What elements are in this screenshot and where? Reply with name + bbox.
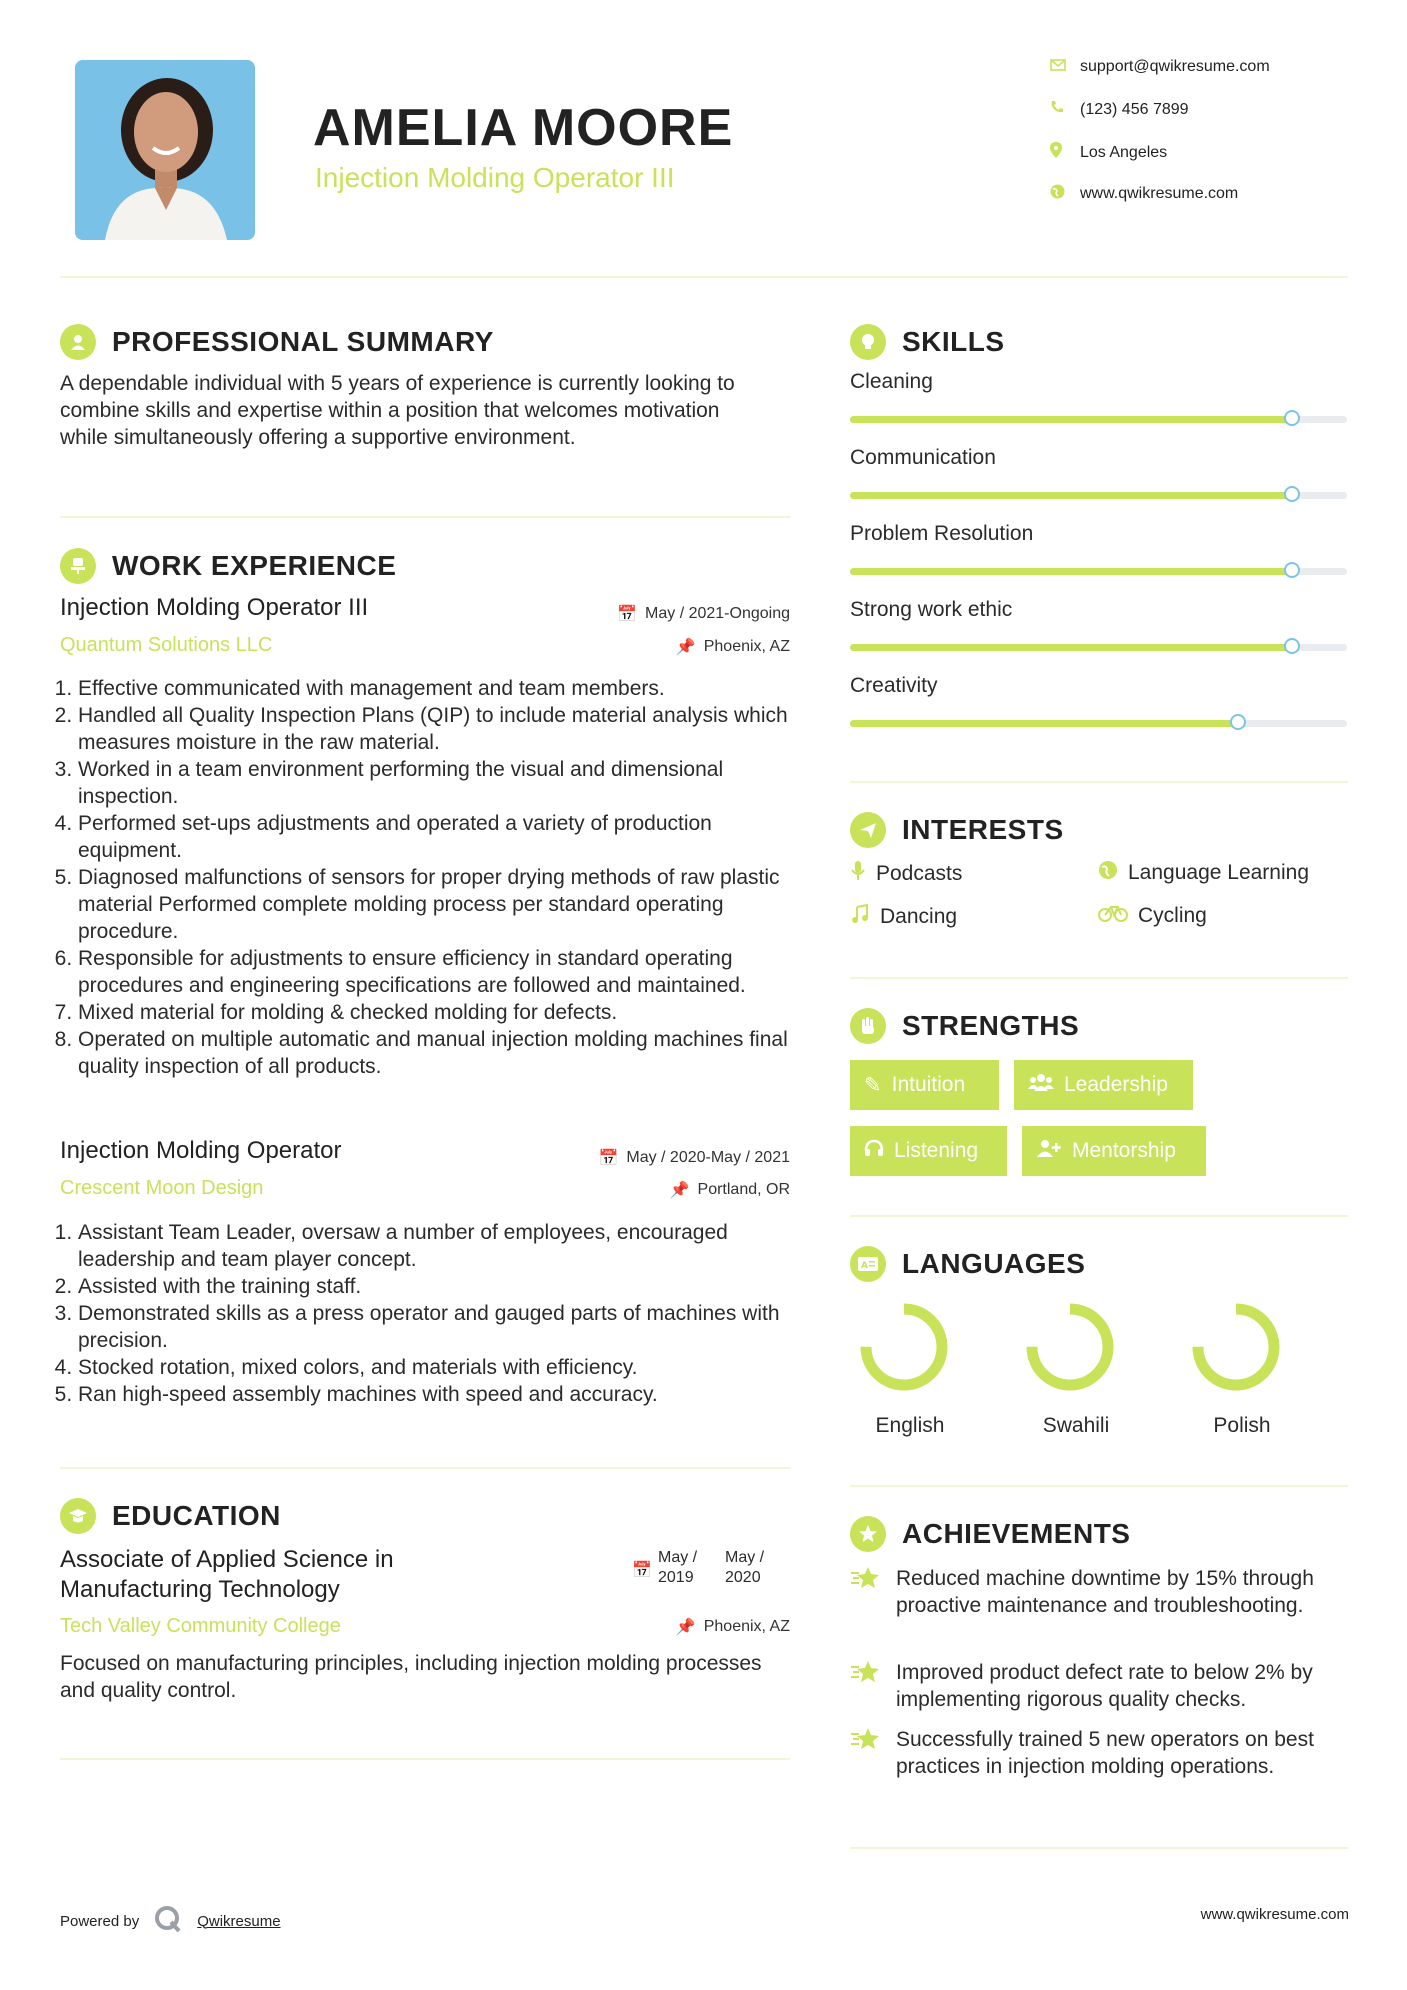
- skill-bar: [850, 492, 1347, 499]
- header-divider: [60, 276, 1348, 278]
- microphone-icon: [850, 860, 866, 888]
- users-icon: [1028, 1073, 1054, 1097]
- svg-text:A: A: [861, 1261, 869, 1271]
- strength-listening: [850, 1126, 1007, 1176]
- candidate-name: AMELIA MOORE: [313, 99, 734, 157]
- skill-bar: [850, 720, 1347, 727]
- skill-name: Creativity: [850, 674, 938, 697]
- skill-bar-knob: [1284, 486, 1300, 502]
- interest-dancing: [850, 904, 957, 930]
- phone-text: (123) 456 7899: [1080, 100, 1189, 118]
- strengths-heading: [850, 1008, 1079, 1044]
- education-description: Focused on manufacturing principles, including injection molding processes and quality control.: [60, 1652, 762, 1702]
- languages-divider: [850, 1485, 1348, 1487]
- interest-label: Cycling: [1138, 904, 1207, 927]
- job-1-duty: 1. Effective communicated with management and team members.: [78, 675, 798, 702]
- strengths-heading-text: STRENGTHS: [902, 1010, 1080, 1041]
- lightbulb-icon: [850, 324, 886, 360]
- language-label-polish: Polish: [1213, 1414, 1271, 1437]
- contact-website[interactable]: [1050, 184, 1238, 204]
- skill-bar-knob: [1284, 562, 1300, 578]
- skill-name: Problem Resolution: [850, 522, 1034, 545]
- achievements-heading-text: ACHIEVEMENTS: [902, 1518, 1131, 1549]
- skill-bar-fill: [850, 720, 1238, 727]
- achievements-divider: [850, 1847, 1348, 1849]
- contact-location: [1050, 142, 1167, 163]
- achievement-item: [850, 1565, 1340, 1619]
- skills-heading: [850, 324, 1005, 360]
- language-ring: [1032, 1309, 1108, 1385]
- summary-text: A dependable individual with 5 years of experience is currently looking to combine skills and expertise within a position that welcomes motivation while simultaneously offering a supportive environment.: [60, 372, 735, 449]
- skill-bar: [850, 568, 1347, 575]
- calendar-icon: 📅: [598, 1150, 619, 1167]
- achievement-item: [850, 1726, 1340, 1780]
- job-2-duties: [58, 1219, 798, 1408]
- bicycle-icon: [1098, 904, 1128, 928]
- magic-wand-icon: ✎: [864, 1073, 882, 1097]
- interests-heading: [850, 812, 1064, 848]
- skill-bar-fill: [850, 644, 1292, 651]
- interest-label: Dancing: [880, 905, 958, 928]
- qwikresume-logo-icon: [153, 1904, 183, 1938]
- skill-name: Strong work ethic: [850, 598, 1013, 621]
- school: Tech Valley Community College: [60, 1615, 341, 1637]
- languages-heading: [850, 1246, 1085, 1282]
- star-icon: [850, 1726, 882, 1780]
- job-2-duty: 5. Ran high-speed assembly machines with speed and accuracy.: [78, 1381, 798, 1408]
- job-2-location-text: Portland, OR: [697, 1181, 790, 1198]
- skill-bar-knob: [1284, 410, 1300, 426]
- education-start: May / 2019: [658, 1549, 698, 1586]
- skill-bar: [850, 416, 1347, 423]
- job-1-duty: 5. Diagnosed malfunctions of sensors for proper drying methods of raw plastic material Performed complete molding process per standard operating procedure.: [78, 864, 798, 945]
- job-1-dates-text: May / 2021-Ongoing: [645, 605, 790, 622]
- calendar-icon: 📅: [632, 1562, 652, 1579]
- interest-language-learning: [1098, 860, 1309, 886]
- interest-cycling: [1098, 904, 1207, 928]
- job-2-company: Crescent Moon Design: [60, 1177, 264, 1199]
- skill-bar-fill: [850, 568, 1292, 575]
- education-divider: [60, 1758, 790, 1760]
- degree: Associate of Applied Science in Manufacturing Technology: [60, 1546, 394, 1603]
- skill-bar-knob: [1230, 714, 1246, 730]
- job-2-duty: 1. Assistant Team Leader, oversaw a number of employees, encouraged leadership and team player concept.: [78, 1219, 798, 1273]
- job-1-duties: [58, 675, 798, 1080]
- skill-bar-fill: [850, 416, 1292, 423]
- job-1-title: Injection Molding Operator III: [60, 594, 369, 621]
- achievement-item: [850, 1659, 1340, 1713]
- job-2-duty: 2. Assisted with the training staff.: [78, 1273, 798, 1300]
- language-ring: [1198, 1309, 1274, 1385]
- achievement-text: Reduced machine downtime by 15% through proactive maintenance and troubleshooting.: [896, 1567, 1314, 1617]
- experience-heading-text: WORK EXPERIENCE: [112, 550, 397, 581]
- music-note-icon: [850, 904, 870, 930]
- star-icon: [850, 1659, 882, 1713]
- job-2-duty: 4. Stocked rotation, mixed colors, and materials with efficiency.: [78, 1354, 798, 1381]
- globe-icon: [1098, 860, 1118, 886]
- contact-email[interactable]: [1050, 58, 1270, 76]
- achievements-heading: [850, 1516, 1130, 1552]
- calendar-icon: 📅: [617, 606, 638, 623]
- skills-divider: [850, 781, 1348, 783]
- strength-label: Leadership: [1064, 1073, 1168, 1096]
- footer-website[interactable]: www.qwikresume.com: [1200, 1906, 1349, 1923]
- interest-podcasts: [850, 860, 962, 888]
- education-end: May / 2020: [725, 1549, 765, 1586]
- job-1-duty: 8. Operated on multiple automatic and manual injection molding machines final quality inspection of all products.: [78, 1026, 798, 1080]
- skill-bar-fill: [850, 492, 1292, 499]
- profile-photo: [75, 60, 255, 240]
- strength-mentorship: [1022, 1126, 1206, 1176]
- strength-intuition: [850, 1060, 999, 1110]
- skill-bar: [850, 644, 1347, 651]
- interests-divider: [850, 977, 1348, 979]
- job-1-duty: 4. Performed set-ups adjustments and operated a variety of production equipment.: [78, 810, 798, 864]
- paper-plane-icon: [850, 812, 886, 848]
- job-1-location: [500, 637, 790, 657]
- job-2-location: [500, 1180, 790, 1200]
- headphones-icon: [864, 1139, 884, 1163]
- strength-label: Intuition: [891, 1073, 966, 1096]
- skill-bar-knob: [1284, 638, 1300, 654]
- star-icon: [850, 1565, 882, 1619]
- job-2-title: Injection Molding Operator: [60, 1137, 342, 1164]
- contact-phone[interactable]: [1050, 100, 1189, 119]
- powered-by-text: Powered by: [60, 1912, 140, 1930]
- qwikresume-link[interactable]: Qwikresume: [197, 1912, 281, 1930]
- language-ring: [866, 1309, 942, 1385]
- graduate-icon: [60, 1498, 96, 1534]
- summary-heading-text: PROFESSIONAL SUMMARY: [112, 326, 494, 357]
- user-plus-icon: [1036, 1139, 1062, 1163]
- job-1-duty: 3. Worked in a team environment performing the visual and dimensional inspection.: [78, 756, 798, 810]
- skill-name: Communication: [850, 446, 996, 469]
- summary-divider: [60, 516, 790, 518]
- chair-icon: [60, 548, 96, 584]
- achievement-text: Improved product defect rate to below 2% by implementing rigorous quality checks.: [896, 1661, 1313, 1711]
- interest-label: Language Learning: [1128, 861, 1310, 884]
- user-icon: [60, 324, 96, 360]
- candidate-title: Injection Molding Operator III: [315, 162, 675, 193]
- education-location: [500, 1617, 790, 1637]
- interest-label: Podcasts: [876, 862, 963, 885]
- globe-icon: [1050, 184, 1080, 204]
- interests-heading-text: INTERESTS: [902, 814, 1064, 845]
- website-text: www.qwikresume.com: [1080, 185, 1239, 202]
- email-text: support@qwikresume.com: [1080, 58, 1270, 75]
- skill-name: Cleaning: [850, 370, 933, 393]
- location-text: Los Angeles: [1080, 143, 1168, 161]
- envelope-icon: [1050, 58, 1080, 76]
- map-pin-icon: [1050, 142, 1080, 163]
- education-location-text: Phoenix, AZ: [703, 1618, 790, 1635]
- star-badge-icon: [850, 1516, 886, 1552]
- phone-icon: [1050, 100, 1080, 119]
- job-1-duty: 7. Mixed material for molding & checked molding for defects.: [78, 999, 798, 1026]
- hand-icon: [850, 1008, 886, 1044]
- experience-heading: [60, 548, 396, 584]
- pushpin-icon: 📌: [675, 1619, 696, 1636]
- pushpin-icon: 📌: [669, 1182, 690, 1199]
- job-2-dates-text: May / 2020-May / 2021: [626, 1149, 790, 1166]
- strength-label: Listening: [894, 1139, 979, 1162]
- job-2-dates: [500, 1148, 790, 1168]
- footer-powered: [60, 1904, 281, 1938]
- job-1-duty: 2. Handled all Quality Inspection Plans (QIP) to include material analysis which measures moisture in the raw material.: [78, 702, 798, 756]
- education-heading-text: EDUCATION: [112, 1500, 281, 1531]
- job-1-dates: [500, 604, 790, 624]
- education-heading: [60, 1498, 281, 1534]
- strength-label: Mentorship: [1072, 1139, 1176, 1162]
- pushpin-icon: 📌: [675, 639, 696, 656]
- strength-leadership: [1014, 1060, 1193, 1110]
- achievement-text: Successfully trained 5 new operators on best practices in injection molding operations.: [896, 1728, 1314, 1778]
- job-2-duty: 3. Demonstrated skills as a press operator and gauged parts of machines with precision.: [78, 1300, 798, 1354]
- skills-heading-text: SKILLS: [902, 326, 1005, 357]
- job-1-company: Quantum Solutions LLC: [60, 634, 273, 656]
- language-label-swahili: Swahili: [1042, 1414, 1110, 1437]
- job-1-location-text: Phoenix, AZ: [703, 638, 790, 655]
- language-label-english: English: [875, 1414, 945, 1437]
- experience-divider: [60, 1467, 790, 1469]
- strengths-divider: [850, 1215, 1348, 1217]
- languages-heading-text: LANGUAGES: [902, 1248, 1086, 1279]
- job-1-duty: 6. Responsible for adjustments to ensure efficiency in standard operating procedures and engineering specifications are followed and maintained.: [78, 945, 798, 999]
- languages-rings: [848, 1295, 1348, 1415]
- summary-heading: [60, 324, 494, 360]
- translate-icon: [850, 1246, 886, 1282]
